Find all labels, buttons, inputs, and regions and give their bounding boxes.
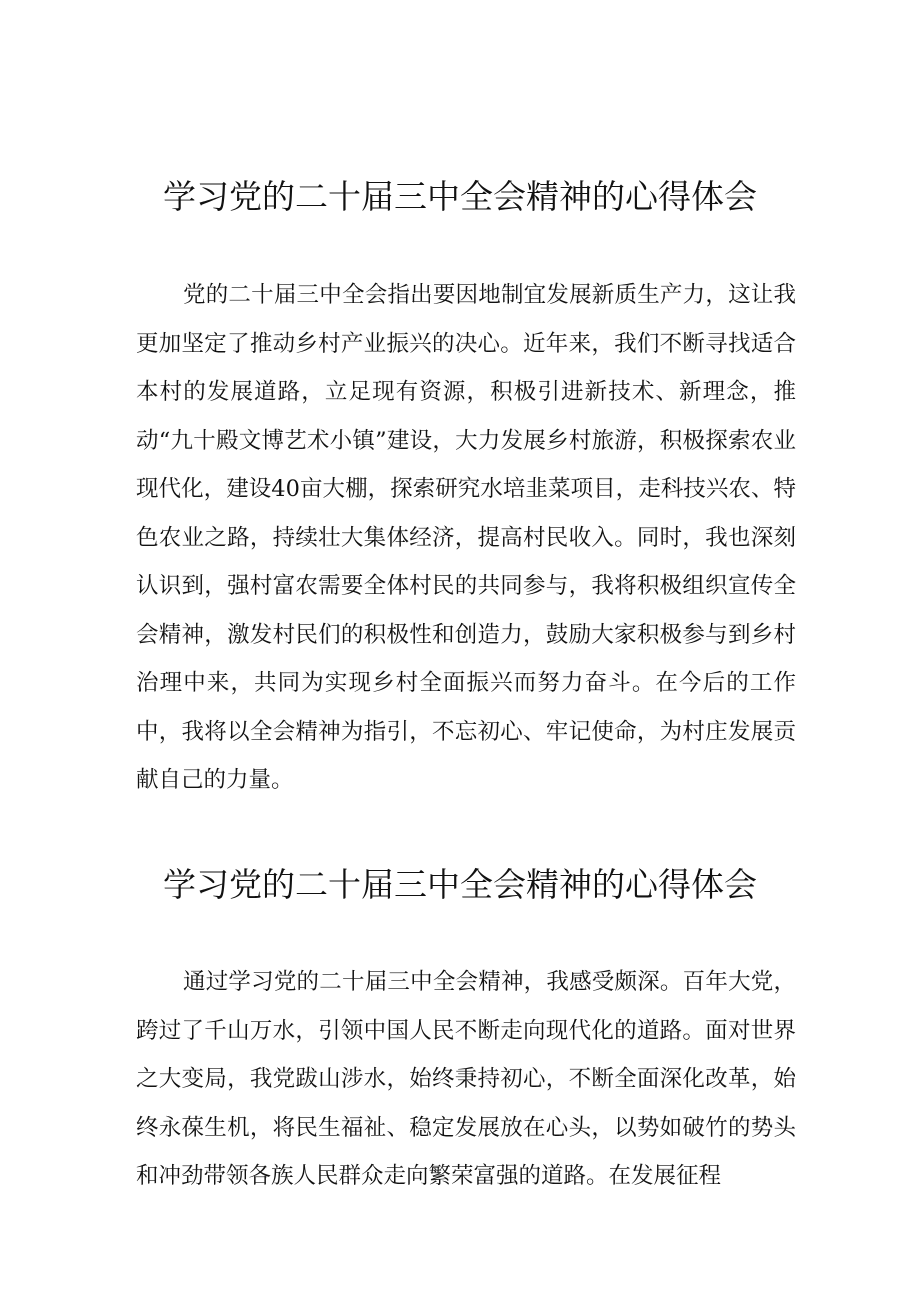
section-1-title: 学习党的二十届三中全会精神的心得体会 [163,177,757,216]
section-2-body: 通过学习党的二十届三中全会精神，我感受颇深。百年大党，跨过了千山万水，引领中国人民不断走向现代化的道路。面对世界之大变局，我党跋山涉水，始终秉持初心，不断全面深化改革，始终永葆生机，将民生福祉、稳定发展放在心头，以势如破竹的势头和冲劲带领各族人民群众走向繁荣富强的道路。在发展征程 [136,969,796,1189]
section-2-title: 学习党的二十届三中全会精神的心得体会 [163,865,757,904]
section-1-body: 党的二十届三中全会指出要因地制宜发展新质生产力，这让我更加坚定了推动乡村产业振兴的决心。近年来，我们不断寻找适合本村的发展道路，立足现有资源，积极引进新技术、新理念，推动“九十殿文博艺术小镇”建设，大力发展乡村旅游，积极探索农业现代化，建设40亩大棚，探索研究水培韭菜项目，走科技兴农、特色农业之路，持续壮大集体经济，提高村民收入。同时，我也深刻认识到，强村富农需要全体村民的共同参与，我将积极组织宣传全会精神，激发村民们的积极性和创造力，鼓励大家积极参与到乡村治理中来，共同为实现乡村全面振兴而努力奋斗。在今后的工作中，我将以全会精神为指引，不忘初心、牢记使命，为村庄发展贡献自己的力量。 [136,282,796,793]
